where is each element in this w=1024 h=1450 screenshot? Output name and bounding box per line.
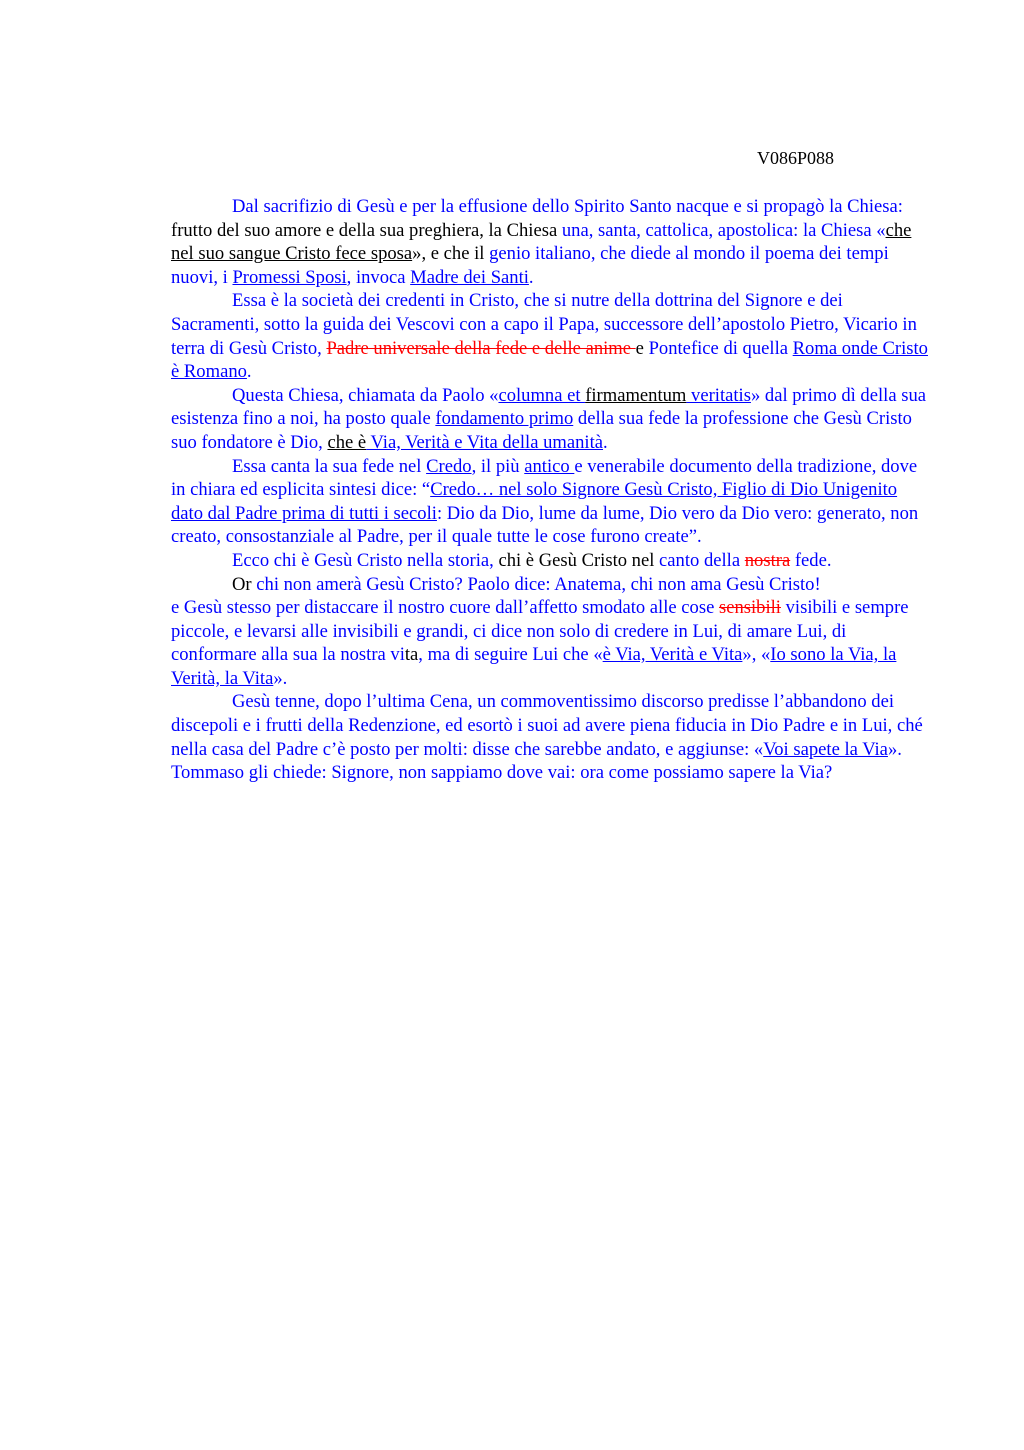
paragraph-8 [171, 690, 931, 784]
p3-fondamento-underlined: fondamento primo [435, 408, 574, 430]
p5-text: canto della [659, 549, 745, 571]
p1-text: », e che il [412, 243, 490, 265]
p8-text: Gesù tenne, dopo l’ultima Cena, un commoventissimo discorso predisse l’abbandono dei discepoli e i frutti della Redenzione, ed esortò i suoi ad avere piena fiducia in Dio Padre e in Lui, ché nella casa del Padre c’è posto per molti: disse che sarebbe andato, e aggiunse: « [171, 691, 923, 760]
p4-text: Essa canta la sua fede nel [232, 455, 427, 477]
p5-text: fede. [790, 549, 832, 571]
p7-via-underlined: è Via, Verità e Vita [602, 644, 743, 666]
p7-text: », « [742, 644, 771, 666]
p4-antico-underlined: antico [524, 455, 575, 477]
paragraph-4 [171, 455, 931, 549]
p7-text: ta [404, 644, 419, 666]
p2-text: Pontefice di quella [643, 337, 793, 359]
p8-voi-sapete-underlined: Voi sapete la Via [763, 738, 888, 760]
p8-text: ». Tommaso gli chiede: Signore, non sappiamo dove vai: ora come possiamo sapere la Via? [171, 738, 902, 784]
paragraph-3 [171, 384, 931, 455]
p1-madre-dei-santi: Madre dei Santi [410, 266, 529, 288]
p6-text: chi non amerà Gesù Cristo? Paolo dice: Anatema, chi non ama Gesù Cristo! [251, 573, 821, 595]
p7-deleted-text: sensibili [718, 597, 781, 619]
p3-veritatis-underlined: veritatis [686, 384, 751, 406]
p7-text: ». [273, 667, 288, 689]
p3-che-e-underlined: che è [327, 431, 367, 453]
p1-text: frutto del suo amore e della sua preghiera, la Chiesa [171, 219, 562, 241]
p1-text: una, santa, cattolica, apostolica: la Chiesa « [561, 219, 886, 241]
document-body [171, 195, 931, 785]
p7-text: e Gesù stesso per distaccare il nostro cuore dall’affetto smodato alle cose [171, 597, 719, 619]
p2-deleted-text: Padre universale della fede e delle anime [326, 337, 636, 359]
p6-text: Or [232, 573, 252, 595]
p1-text: genio italiano, che diede al mondo il poema dei tempi nuovi, i [171, 243, 889, 288]
p2-text: e [635, 337, 644, 359]
p2-text: Essa è la società dei credenti in Cristo, che si nutre della dottrina del Signore e dei Sacramenti, sotto la guida dei Vescovi con a capo il Papa, successore dell’apostolo Pietro, Vicario in terra di Gesù Cristo, [171, 290, 917, 359]
p4-text: , il più [471, 455, 525, 477]
p2-roma-underlined: Roma onde Cristo è Romano [171, 337, 928, 383]
p3-text: della sua fede la professione che Gesù Cristo suo fondatore è Dio, [171, 408, 912, 453]
p1-text: . [528, 266, 534, 288]
p1-text: , invoca [346, 266, 411, 288]
p1-promessi-sposi: Promessi Sposi [232, 266, 347, 288]
page-code: V086P088 [757, 148, 835, 168]
p7-text: , ma di seguire Lui che « [418, 644, 603, 666]
paragraph-7 [171, 596, 931, 690]
p7-text: visibili e sempre piccole, e levarsi alle invisibili e grandi, ci dice non solo di credere in Lui, di amare Lui, di conformare alla sua la nostra vi [171, 597, 909, 666]
paragraph-2 [171, 289, 931, 383]
p4-text: e venerabile documento della tradizione, dove in chiara ed esplicita sintesi dice: “ [171, 455, 918, 501]
p3-text: » dal primo dì della sua esistenza fino a noi, ha posto quale [171, 384, 927, 430]
paragraph-6 [171, 573, 931, 597]
p3-text: Questa Chiesa, chiamata da Paolo « [232, 384, 499, 406]
p3-text: . [603, 431, 608, 453]
p5-deleted-text: nostra [744, 549, 791, 571]
p1-quote-underlined: che nel suo sangue Cristo fece sposa [171, 219, 912, 265]
p5-text: Ecco chi è Gesù Cristo nella storia, [232, 549, 494, 571]
p4-credo-quote-underlined: Credo… nel solo Signore Gesù Cristo, Figlio di Dio Unigenito dato dal Padre prima di tutti i secoli [171, 479, 898, 524]
p4-text: : Dio da Dio, lume da lume, Dio vero da Dio vero: generato, non creato, consostanziale al Padre, per il quale tutte le cose furono create”. [171, 502, 919, 548]
p2-text: . [246, 361, 252, 383]
p3-columna-underlined: columna et [498, 384, 586, 406]
p4-credo-underlined: Credo [426, 455, 472, 477]
paragraph-1 [171, 195, 931, 289]
p3-firmamentum-underlined: firmamentum [585, 384, 687, 406]
p5-text: chi è Gesù Cristo nel [493, 549, 660, 571]
p7-io-sono-underlined: Io sono la Via, la Verità, la Vita [171, 644, 897, 689]
p1-text: Dal sacrifizio di Gesù e per la effusione dello Spirito Santo nacque e si propagò la Chiesa: [232, 196, 903, 217]
p3-via-underlined: Via, Verità e Vita della umanità [366, 431, 604, 453]
paragraph-5 [171, 549, 931, 573]
